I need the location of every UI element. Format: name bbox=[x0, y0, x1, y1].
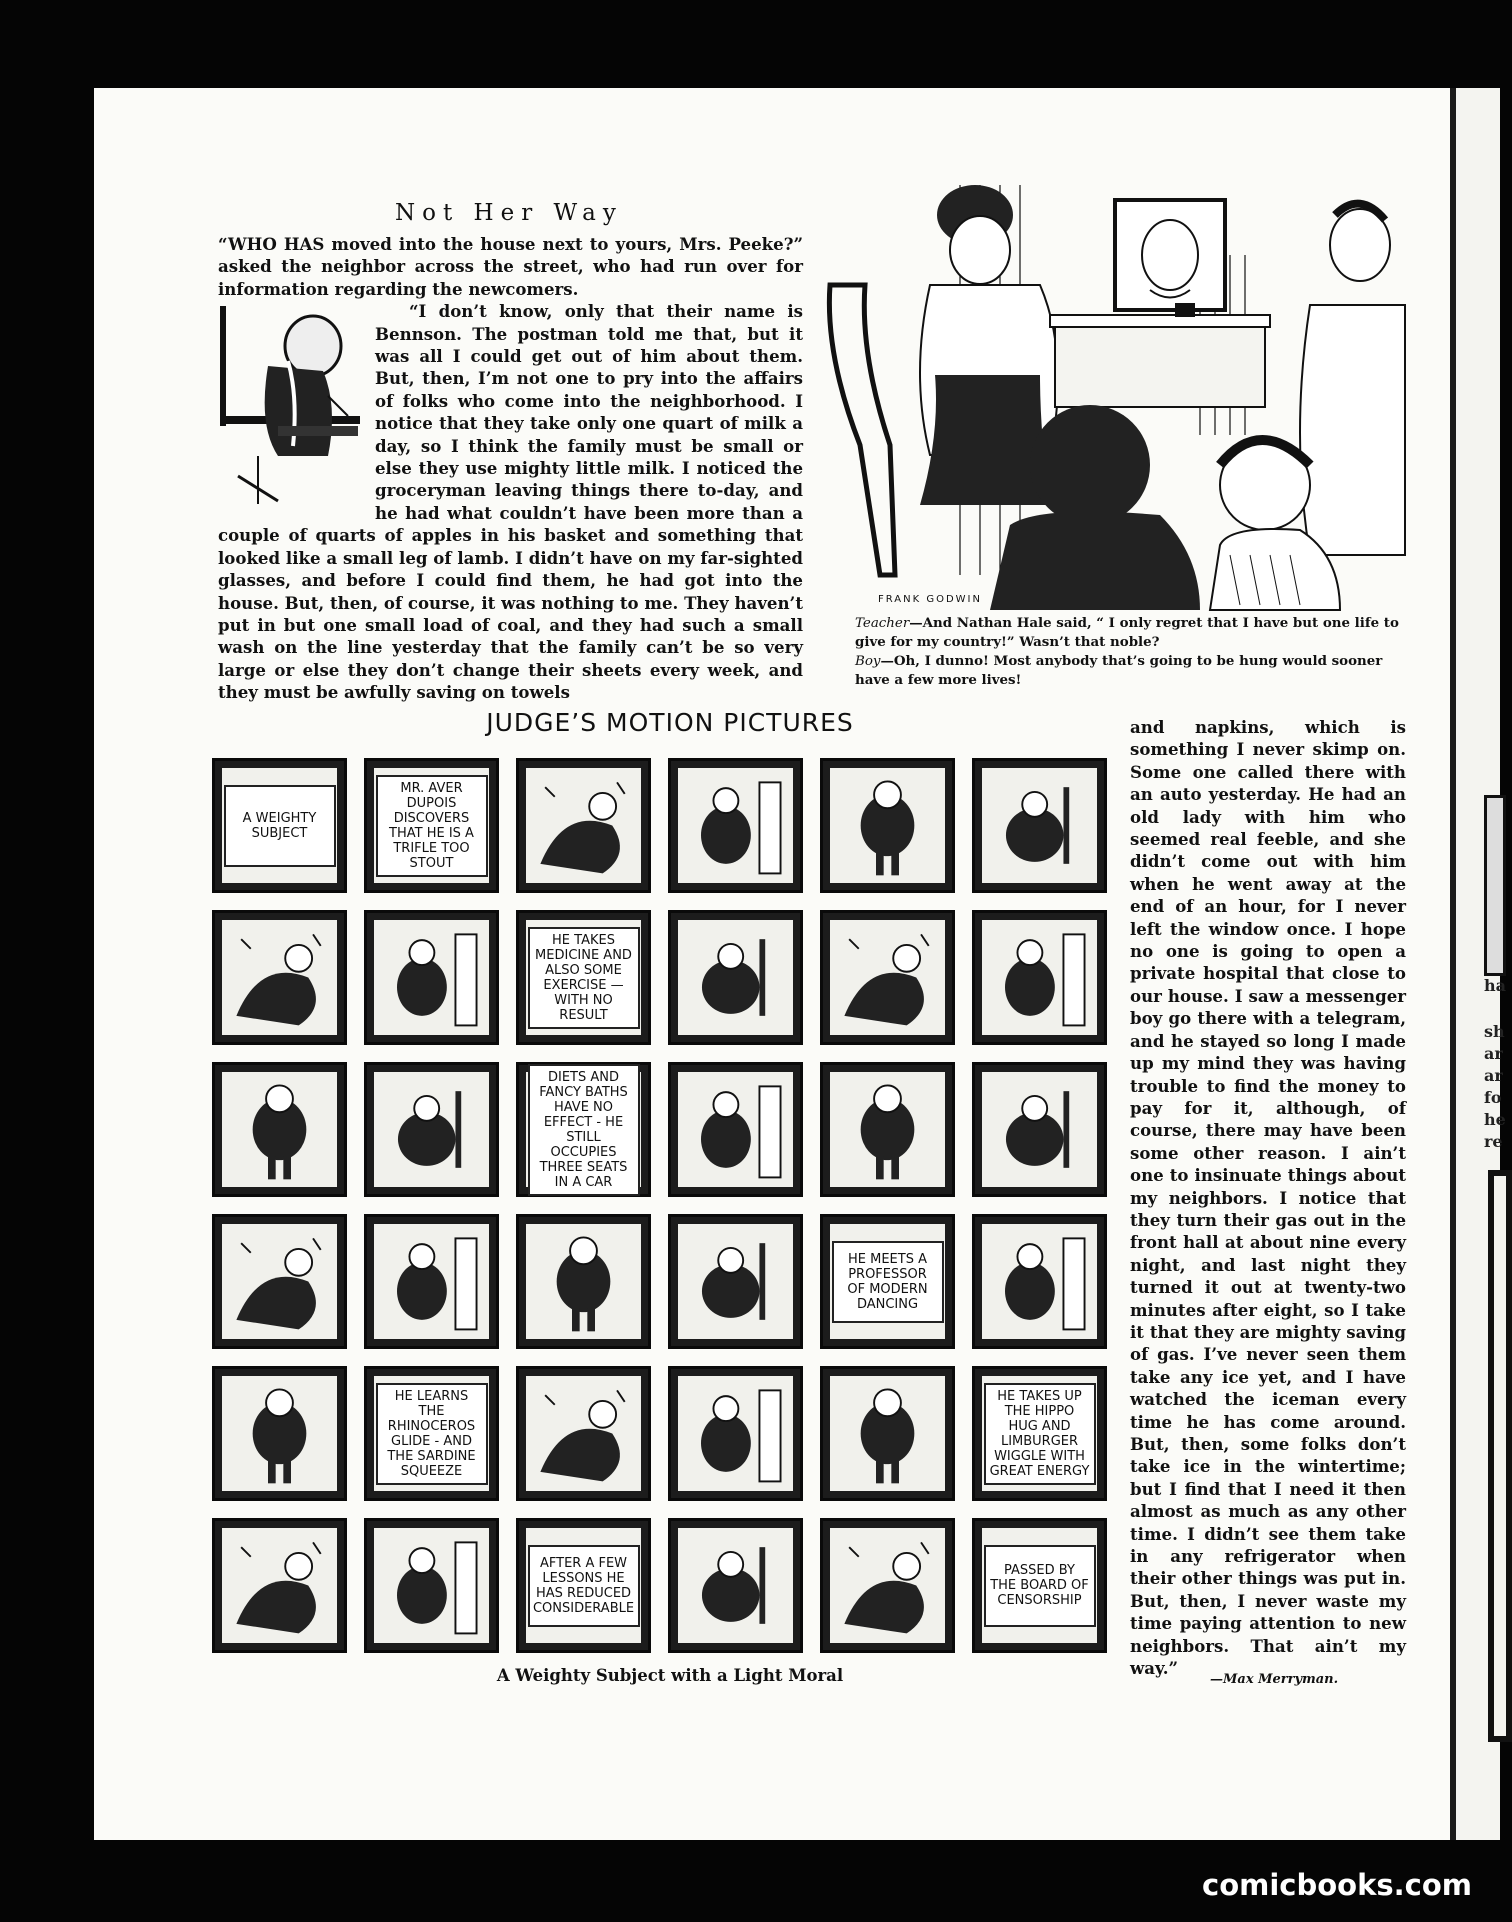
comic-panel-inner bbox=[374, 1376, 489, 1491]
comic-panel-title-card bbox=[364, 1366, 499, 1501]
comic-panel-drawing bbox=[820, 1518, 955, 1653]
comic-panel-title-card bbox=[516, 910, 651, 1045]
comic-panel-sketch bbox=[222, 1224, 337, 1339]
comic-panel-inner bbox=[222, 1376, 337, 1491]
comic-panel-inner bbox=[678, 1224, 793, 1339]
comic-panel-drawing bbox=[364, 910, 499, 1045]
comic-panel-drawing bbox=[212, 1518, 347, 1653]
comic-panel-inner bbox=[526, 1224, 641, 1339]
comic-panel-title-card bbox=[364, 758, 499, 893]
comic-panel-title-card bbox=[516, 1518, 651, 1653]
facing-page-frame bbox=[1488, 1170, 1512, 1742]
comic-panel-sketch bbox=[222, 1072, 337, 1187]
motion-pictures-caption: A Weighty Subject with a Light Moral bbox=[496, 1666, 844, 1685]
comic-panel-drawing bbox=[364, 1214, 499, 1349]
comic-panel-sketch bbox=[374, 1224, 489, 1339]
comic-panel-inner bbox=[830, 1376, 945, 1491]
comic-panel-drawing bbox=[668, 758, 803, 893]
comic-panel-inner bbox=[830, 1224, 945, 1339]
story-continuation-column bbox=[1130, 716, 1406, 1679]
comic-panel-sketch bbox=[830, 1376, 945, 1491]
comic-panel-drawing bbox=[972, 758, 1107, 893]
comic-panel-sketch bbox=[982, 1224, 1097, 1339]
comic-panel-inner bbox=[526, 920, 641, 1035]
comic-panel-sketch bbox=[678, 1072, 793, 1187]
comic-panel-inner bbox=[374, 1224, 489, 1339]
comic-panel-inner bbox=[830, 768, 945, 883]
comic-panel-drawing bbox=[212, 910, 347, 1045]
comic-panel-inner bbox=[222, 1072, 337, 1187]
caption-speaker-boy: Boy bbox=[855, 654, 881, 669]
comic-panel-inner bbox=[982, 1224, 1097, 1339]
comic-panel-text: MR. AVER DUPOIS DISCOVERS THAT HE IS A TRIFLE TOO STOUT bbox=[376, 775, 488, 877]
comic-panel-text: DIETS AND FANCY BATHS HAVE NO EFFECT - HE STILL OCCUPIES THREE SEATS IN A CAR bbox=[528, 1064, 640, 1196]
judge-at-desk-illustration bbox=[218, 306, 363, 506]
comic-panel-drawing bbox=[972, 1062, 1107, 1197]
comic-panel-sketch bbox=[982, 1072, 1097, 1187]
comic-panel-drawing bbox=[972, 1214, 1107, 1349]
comic-panel-inner bbox=[982, 920, 1097, 1035]
comic-panel-sketch bbox=[374, 1072, 489, 1187]
comic-panel-sketch bbox=[678, 1224, 793, 1339]
comic-panel-sketch bbox=[678, 920, 793, 1035]
comic-panel-title-card bbox=[972, 1518, 1107, 1653]
comic-panel-inner bbox=[678, 920, 793, 1035]
facing-page-fragment: re bbox=[1484, 1132, 1503, 1151]
comic-panel-sketch bbox=[526, 1376, 641, 1491]
comic-panel-inner bbox=[526, 768, 641, 883]
comic-panel-inner bbox=[678, 1072, 793, 1187]
facing-page-ornament bbox=[1484, 795, 1506, 976]
facing-page-fragment: he bbox=[1484, 1110, 1506, 1129]
comic-panel-text: HE TAKES UP THE HIPPO HUG AND LIMBURGER WIGGLE WITH GREAT ENERGY bbox=[984, 1383, 1096, 1485]
comic-panel-title-card bbox=[212, 758, 347, 893]
comic-panel-inner bbox=[374, 768, 489, 883]
facing-page-fragment: sh bbox=[1484, 1022, 1505, 1041]
comic-panel-sketch bbox=[374, 1528, 489, 1643]
comic-panel-inner bbox=[830, 1072, 945, 1187]
comic-panel-text: HE MEETS A PROFESSOR OF MODERN DANCING bbox=[832, 1241, 944, 1323]
comic-panel-inner bbox=[678, 768, 793, 883]
comic-panel-drawing bbox=[668, 1366, 803, 1501]
comic-panel-sketch bbox=[526, 768, 641, 883]
comic-panel-drawing bbox=[668, 1214, 803, 1349]
comic-panel-inner bbox=[222, 920, 337, 1035]
comic-panel-title-card bbox=[972, 1366, 1107, 1501]
comic-panel-drawing bbox=[668, 1518, 803, 1653]
comic-panel-drawing bbox=[364, 1518, 499, 1653]
caption-boy-text: —Oh, I dunno! Most anybody that’s going to be hung would sooner have a few more lives! bbox=[855, 653, 1383, 688]
comic-panel-sketch bbox=[678, 1376, 793, 1491]
site-watermark: comicbooks.com bbox=[1202, 1868, 1472, 1902]
comic-panel-sketch bbox=[678, 768, 793, 883]
comic-panel-sketch bbox=[982, 920, 1097, 1035]
cartoon-caption bbox=[825, 614, 1405, 690]
comic-panel-sketch bbox=[830, 768, 945, 883]
comic-panel-drawing bbox=[364, 1062, 499, 1197]
comic-panel-inner bbox=[222, 1528, 337, 1643]
comic-panel-inner bbox=[982, 1376, 1097, 1491]
story-column bbox=[218, 233, 803, 704]
story-title: Not Her Way bbox=[395, 200, 623, 226]
comic-panel-drawing bbox=[668, 1062, 803, 1197]
caption-teacher-line bbox=[825, 614, 1405, 652]
motion-pictures-title: JUDGE’S MOTION PICTURES bbox=[486, 708, 854, 737]
classroom-cartoon bbox=[820, 175, 1405, 610]
comic-panel-drawing bbox=[516, 1366, 651, 1501]
facing-page-fragment: fo bbox=[1484, 1088, 1502, 1107]
comic-panel-text: A WEIGHTY SUBJECT bbox=[224, 785, 336, 867]
comic-panel-inner bbox=[374, 1072, 489, 1187]
story-byline: —Max Merryman. bbox=[1210, 1672, 1339, 1687]
comic-panel-inner bbox=[222, 1224, 337, 1339]
comic-panel-drawing bbox=[212, 1214, 347, 1349]
comic-panel-drawing bbox=[820, 1062, 955, 1197]
comic-panel-title-card bbox=[516, 1062, 651, 1197]
comic-panel-sketch bbox=[526, 1224, 641, 1339]
comic-panel-inner bbox=[526, 1069, 641, 1190]
comic-panel-sketch bbox=[374, 920, 489, 1035]
comic-panel-sketch bbox=[222, 1376, 337, 1491]
comic-panel-text: AFTER A FEW LESSONS HE HAS REDUCED CONSIDERABLE bbox=[528, 1545, 640, 1627]
artist-signature: FRANK GODWIN bbox=[878, 594, 982, 605]
comic-panel-inner bbox=[526, 1376, 641, 1491]
comic-panel-sketch bbox=[830, 1528, 945, 1643]
comic-panel-inner bbox=[374, 920, 489, 1035]
facing-page-fragment: ar bbox=[1484, 1044, 1503, 1063]
comic-panel-sketch bbox=[222, 920, 337, 1035]
comic-panel-sketch bbox=[830, 920, 945, 1035]
comic-panel-inner bbox=[830, 920, 945, 1035]
caption-boy-line bbox=[825, 652, 1405, 690]
caption-teacher-text: —And Nathan Hale said, “ I only regret that I have but one life to give for my country!” Wasn’t that noble? bbox=[855, 615, 1399, 650]
comic-panel-inner bbox=[982, 1528, 1097, 1643]
comic-panel-inner bbox=[678, 1528, 793, 1643]
comic-panel-drawing bbox=[516, 1214, 651, 1349]
comic-panel-inner bbox=[374, 1528, 489, 1643]
comic-panel-drawing bbox=[212, 1062, 347, 1197]
comic-panel-inner bbox=[982, 768, 1097, 883]
comic-panel-text: PASSED BY THE BOARD OF CENSORSHIP bbox=[984, 1545, 1096, 1627]
caption-speaker-teacher: Teacher bbox=[855, 616, 910, 631]
comic-panel-text: HE LEARNS THE RHINOCEROS GLIDE - AND THE SARDINE SQUEEZE bbox=[376, 1383, 488, 1485]
comic-panel-drawing bbox=[820, 910, 955, 1045]
comic-panel-inner bbox=[982, 1072, 1097, 1187]
facing-page-fragment: ar bbox=[1484, 1066, 1503, 1085]
comic-panel-sketch bbox=[222, 1528, 337, 1643]
comic-panel-inner bbox=[830, 1528, 945, 1643]
comic-panel-inner bbox=[526, 1528, 641, 1643]
comic-panel-sketch bbox=[830, 1072, 945, 1187]
facing-page-fragment: ha bbox=[1484, 976, 1506, 995]
story-paragraph: “I don’t know, only that their name is Bennson. The postman told me that, but it was all I could get out of him about them. But, then, I’m not one to pry into the affairs of folks who come into the neighborhood. I notice that they take only one quart of milk a day, so I think the family must be small or else they use mighty little milk. I noticed the groceryman leaving things there to-day, and he had what couldn’t have been more than a couple of quarts of apples in his basket and something that looked like a small leg of lamb. I didn’t have on my far-sighted glasses, and before I could find them, he had got into the house. But, then, of course, it was nothing to me. They haven’t put in but one small load of coal, and they had such a small wash on the line yesterday that the family can’t be so very large or else they don’t change their sheets every week, and they must be awfully saving on towels bbox=[218, 301, 803, 703]
comic-panel-sketch bbox=[982, 768, 1097, 883]
comic-panel-inner bbox=[222, 768, 337, 883]
story-opening: “WHO HAS moved into the house next to yours, Mrs. Peeke?” asked the neighbor across the street, who had run over for information regarding the newcomers. bbox=[218, 234, 803, 299]
story-continuation: and napkins, which is something I never skimp on. Some one called there with an auto yesterday. He had an old lady with him who seemed real feeble, and she didn’t come out with him when he went away at the end of an hour, for I never left the window once. I hope no one is going to open a private hospital that close to our house. I saw a messenger boy go there with a telegram, and he stayed so long I made up my mind they was having trouble to find the money to pay for it, although, of course, there may have been some other reason. I ain’t one to insinuate things about my neighbors. I notice that they turn their gas out in the front hall at about nine every night, and last night they turned it out at twenty-two minutes after eight, so I take it that they are mighty saving of gas. I’ve never seen them take any ice yet, and I have watched the iceman every time he has come around. But, then, some folks don’t take ice in the wintertime; but I find that I need it then almost as much as any other time. I didn’t see them take in any refrigerator when their other things was put in. But, then, I never waste my time paying attention to new neighbors. That ain’t my way.” bbox=[1130, 717, 1406, 1679]
comic-panel-drawing bbox=[212, 1366, 347, 1501]
comic-panel-sketch bbox=[678, 1528, 793, 1643]
comic-panel-drawing bbox=[820, 1366, 955, 1501]
comic-panel-title-card bbox=[820, 1214, 955, 1349]
comic-panel-text: HE TAKES MEDICINE AND ALSO SOME EXERCISE — WITH NO RESULT bbox=[528, 927, 640, 1029]
comic-panel-drawing bbox=[668, 910, 803, 1045]
comic-panel-drawing bbox=[972, 910, 1107, 1045]
comic-panel-drawing bbox=[820, 758, 955, 893]
comic-panel-drawing bbox=[516, 758, 651, 893]
comic-panel-inner bbox=[678, 1376, 793, 1491]
